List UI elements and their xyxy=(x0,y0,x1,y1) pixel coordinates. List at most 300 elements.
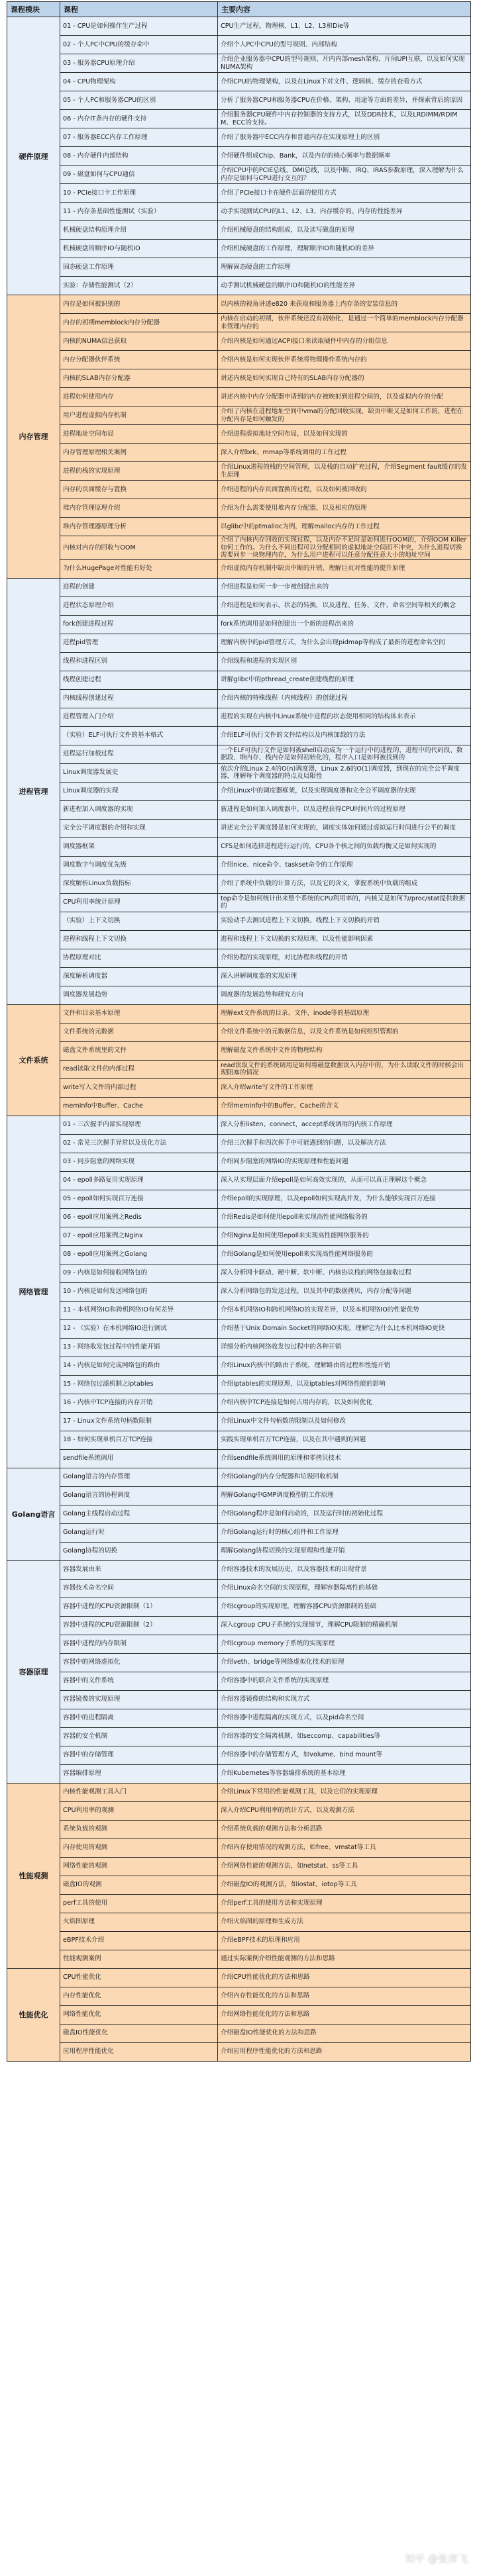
course-cell: 调度器发展趋势 xyxy=(60,986,218,1004)
content-cell: 讲述完全公平调度器是如何实现的，调度实体如何通过虚拟运行时间进行公平的调度 xyxy=(218,819,471,837)
course-cell: 03 - 服务器CPU原理介绍 xyxy=(60,54,218,73)
table-row xyxy=(7,1913,471,1931)
course-cell: 用户进程虚拟内存机制 xyxy=(60,406,218,425)
course-cell: 进程如何使用内存 xyxy=(60,388,218,406)
table-row xyxy=(7,578,471,596)
course-cell: （实验）ELF可执行文件的基本格式 xyxy=(60,726,218,745)
content-cell: 讲述内核是如何实现自己特有的SLAB内存分配器的 xyxy=(218,369,471,388)
course-cell: sendfile系统调用 xyxy=(60,1449,218,1468)
course-cell: 机械硬盘结构原理介绍 xyxy=(60,221,218,240)
table-row xyxy=(7,1783,471,1801)
course-cell: 线程创建过程 xyxy=(60,671,218,689)
content-cell: 深入分析listen、connect、accept系统调用的内核工作原理 xyxy=(218,1116,471,1134)
content-cell: 介绍企业服务器中CPU的型号规则、片内内部mesh架构、片间UPI互联，以及如何实现NUMA架构 xyxy=(218,54,471,73)
header-course: 课程 xyxy=(60,2,218,17)
content-cell: 介绍Golang是如何使用epoll来实现高性能网络服务的 xyxy=(218,1245,471,1264)
content-cell: 介绍应用程序性能优化的方法和思路 xyxy=(218,2042,471,2061)
course-cell: 容器技术命名空间 xyxy=(60,1579,218,1598)
content-cell: 通过实际案例介绍性能观测的方法和思路 xyxy=(218,1950,471,1968)
course-cell: 内存性能优化 xyxy=(60,1987,218,2005)
table-row xyxy=(7,1987,471,2005)
table-row xyxy=(7,36,471,54)
course-cell: perf工具的使用 xyxy=(60,1894,218,1913)
content-cell: 介绍内核是如何通过ACPI接口来读取硬件中内存的分组信息 xyxy=(218,332,471,351)
table-row xyxy=(7,1931,471,1950)
content-cell: 实验动手去测试进程上下文切换、线程上下文切换的开销 xyxy=(218,912,471,930)
course-cell: 堆内存管理原理介绍 xyxy=(60,499,218,518)
table-row xyxy=(7,499,471,518)
course-cell: 11 - 本机网络IO和跨机网络IO有何差异 xyxy=(60,1301,218,1319)
content-cell: 介绍容器中进程隔离的实现方式，以及pid命名空间 xyxy=(218,1709,471,1727)
content-cell: 介绍epoll的实现原理，以及epoll如何实现高并发，为什么能够实现百万连接 xyxy=(218,1190,471,1208)
course-cell: 深度解析调度器 xyxy=(60,967,218,986)
course-cell: Golang语言的内存管理 xyxy=(60,1468,218,1486)
table-row xyxy=(7,1375,471,1394)
module-cell: 性能优化 xyxy=(7,1968,60,2061)
course-cell: 容器中进程的CPU资源限制（1） xyxy=(60,1598,218,1616)
content-cell: 介绍meminfo中的Buffer、Cache的含义 xyxy=(218,1097,471,1116)
table-row xyxy=(7,745,471,763)
table-row xyxy=(7,277,471,295)
module-cell: 内存管理 xyxy=(7,295,60,579)
table-row xyxy=(7,295,471,314)
course-cell: 内核对内存的回收与OOM xyxy=(60,536,218,560)
table-row xyxy=(7,2024,471,2042)
table-row xyxy=(7,425,471,444)
content-cell: 介绍cgroup memory子系统的实现原理 xyxy=(218,1635,471,1653)
content-cell: 介绍服务器CPU硬件中内存控制器的支持方式，以及DDR技术，以及LRDIMM/RDIMM、ECC的支持。 xyxy=(218,110,471,128)
table-row xyxy=(7,1097,471,1116)
content-cell: 介绍nice、nice命令、taskset命令的工作原理 xyxy=(218,856,471,875)
table-row xyxy=(7,444,471,462)
table-row xyxy=(7,240,471,258)
table-row xyxy=(7,800,471,819)
content-cell: 介绍进程的内存页面置换的过程，以及如何被回收的 xyxy=(218,481,471,499)
content-cell: 介绍CPU中的PCIE总线、DMI总线，以及中断、IRQ、IRAS参数原理，深入理解为什么内存是如何与CPU进行交互的？ xyxy=(218,166,471,184)
table-row xyxy=(7,1876,471,1894)
content-cell: 介绍Redis是如何使用epoll来实现高性能网络服务的 xyxy=(218,1208,471,1227)
course-cell: 容器中的进程隔离 xyxy=(60,1709,218,1727)
content-cell: 介绍了服务器中ECC内存和普通内存在实现原理上的区别 xyxy=(218,128,471,147)
table-row xyxy=(7,1950,471,1968)
table-row xyxy=(7,1078,471,1097)
table-row xyxy=(7,652,471,671)
table-row xyxy=(7,986,471,1004)
course-cell: 为什么HugePage对性能有好处 xyxy=(60,559,218,578)
course-table xyxy=(7,1,471,2062)
content-cell: 介绍内存性能优化的方法和思路 xyxy=(218,1987,471,2005)
table-row xyxy=(7,912,471,930)
course-cell: 进程管理入门介绍 xyxy=(60,708,218,726)
course-cell: 04 - epoll多路复用实现原理 xyxy=(60,1171,218,1190)
course-cell: 进程运行加载过程 xyxy=(60,745,218,763)
content-cell: 介绍基于Unix Domain Socket的网络IO实现，理解它为什么比本机网络IO更快 xyxy=(218,1319,471,1338)
table-row xyxy=(7,166,471,184)
content-cell: 介绍了系统中负载的计算方法，以及它的含义，掌握系统中负载的组成 xyxy=(218,875,471,893)
content-cell: 介绍为什么需要使用堆内存分配器，以及相应的原理 xyxy=(218,499,471,518)
course-cell: 容器中的存储管理 xyxy=(60,1746,218,1764)
module-cell: 容器原理 xyxy=(7,1560,60,1783)
course-cell: 完全公平调度器的介绍和实现 xyxy=(60,819,218,837)
table-row xyxy=(7,258,471,277)
course-cell: 09 - 内核是如何接收网络包的 xyxy=(60,1264,218,1282)
table-row xyxy=(7,726,471,745)
table-row xyxy=(7,1023,471,1041)
course-cell: 内存分配器伙伴系统 xyxy=(60,351,218,369)
content-cell: 介绍协程的实现原理，对比协程和线程的开销 xyxy=(218,949,471,967)
content-cell: 介绍容器中的存储管理方式，如volume、bind mount等 xyxy=(218,1746,471,1764)
table-row xyxy=(7,596,471,615)
content-cell: CPU生产过程，物理核、L1、L2、L3和Die等 xyxy=(218,17,471,36)
content-cell: 介绍iptables的实现原理，以及iptables对网络性能的影响 xyxy=(218,1375,471,1394)
course-cell: Golang运行时 xyxy=(60,1523,218,1542)
course-cell: eBPF技术介绍 xyxy=(60,1931,218,1950)
content-cell: 依次介绍Linux 2.4的O(n)调度器，Linux 2.6的O(1)调度器，到现在的完全公平调度器，理解每个调度器的特点及局限性 xyxy=(218,763,471,782)
table-row xyxy=(7,1338,471,1357)
content-cell: 介绍磁盘IO性能优化的方法和思路 xyxy=(218,2024,471,2042)
table-row xyxy=(7,1282,471,1301)
course-cell: 07 - epoll应用案例之Nginx xyxy=(60,1227,218,1245)
content-cell: 介绍进程是如何一步一步被创建出来的 xyxy=(218,578,471,596)
content-cell: 介绍ELF可执行文件的文件结构以及内核加载的方法 xyxy=(218,726,471,745)
content-cell: 介绍本机网络IO和跨机网络IO的实现差异，以及本机网络IO的性能优势 xyxy=(218,1301,471,1319)
course-cell: 09 - 磁盘如何与CPU通信 xyxy=(60,166,218,184)
table-row xyxy=(7,1616,471,1635)
course-cell: 内核的SLAB内存分配器 xyxy=(60,369,218,388)
table-row xyxy=(7,536,471,560)
table-row xyxy=(7,875,471,893)
content-cell: 深入分析网卡驱动、硬中断、软中断、内核协议栈的网络包接收过程 xyxy=(218,1264,471,1282)
content-cell: 讲述内核中内存分配器申请到的内存被映射到进程空间的，以及虚拟内存的分配 xyxy=(218,388,471,406)
course-cell: 08 - epoll应用案例之Golang xyxy=(60,1245,218,1264)
course-cell: 实验：存储性能测试（2） xyxy=(60,277,218,295)
table-row xyxy=(7,1727,471,1746)
course-cell: 内存管理原理相关案例 xyxy=(60,444,218,462)
course-cell: Linux调度器的实现 xyxy=(60,782,218,800)
table-row xyxy=(7,17,471,36)
course-cell: CPU性能优化 xyxy=(60,1968,218,1987)
table-row xyxy=(7,1820,471,1838)
course-cell: 10 - PCIe接口卡工作原理 xyxy=(60,184,218,203)
table-body xyxy=(7,17,471,2062)
table-row xyxy=(7,91,471,110)
course-cell: （实验）上下文切换 xyxy=(60,912,218,930)
table-row xyxy=(7,314,471,332)
table-row xyxy=(7,1394,471,1412)
course-cell: 文件和目录基本原理 xyxy=(60,1004,218,1023)
course-cell: 05 - epoll如何实现百万连接 xyxy=(60,1190,218,1208)
table-row xyxy=(7,332,471,351)
table-row xyxy=(7,1894,471,1913)
table-row xyxy=(7,1505,471,1523)
course-cell: 内存的页面缓存与置换 xyxy=(60,481,218,499)
course-cell: 火焰图原理 xyxy=(60,1913,218,1931)
table-row xyxy=(7,1319,471,1338)
table-row xyxy=(7,1672,471,1690)
table-row xyxy=(7,1264,471,1282)
table-row xyxy=(7,1004,471,1023)
course-cell: Golang语言的协程调度 xyxy=(60,1486,218,1505)
content-cell: 介绍veth、bridge等网络虚拟化技术的原理 xyxy=(218,1653,471,1672)
content-cell: 深入讲解调度器的实现原理 xyxy=(218,967,471,986)
course-cell: 堆内存管理器原理分析 xyxy=(60,518,218,536)
table-row xyxy=(7,147,471,166)
table-row xyxy=(7,1449,471,1468)
course-cell: 容器镜像的实现原理 xyxy=(60,1690,218,1709)
content-cell: 介绍机械硬盘的结构组成，以及读写磁盘的原理 xyxy=(218,221,471,240)
course-cell: 协程原理对比 xyxy=(60,949,218,967)
course-cell: 进程状态原理介绍 xyxy=(60,596,218,615)
table-row xyxy=(7,2005,471,2024)
content-cell: 介绍网络性能优化的方法和思路 xyxy=(218,2005,471,2024)
table-row xyxy=(7,1579,471,1598)
content-cell: 以内核的视角讲述e820 来获取和服务器上内存条的安装信息的 xyxy=(218,295,471,314)
content-cell: 介绍容器技术的发展历史，以及容器技术的出现背景 xyxy=(218,1560,471,1579)
course-cell: 进程pid管理 xyxy=(60,634,218,652)
course-cell: 10 - 内核是如何发送网络包的 xyxy=(60,1282,218,1301)
course-cell: 容器中的文件系统 xyxy=(60,1672,218,1690)
table-row xyxy=(7,1801,471,1820)
table-row xyxy=(7,1653,471,1672)
course-cell: 02 - 个人PC中CPU的缓存命中 xyxy=(60,36,218,54)
table-row xyxy=(7,708,471,726)
content-cell: top命令是如何统计出来整个系统的CPU利用率的，内核又是如何为/proc/stat提供数据的 xyxy=(218,893,471,912)
table-row xyxy=(7,1598,471,1616)
course-cell: 深度解析Linux负载指标 xyxy=(60,875,218,893)
table-row xyxy=(7,54,471,73)
course-cell: 内核线程创建过程 xyxy=(60,689,218,708)
course-cell: 内存的初期memblock内存分配器 xyxy=(60,314,218,332)
content-cell: 介绍Linux中的调度器框架，以及实现调度器和完全公平调度器的实现 xyxy=(218,782,471,800)
table-row xyxy=(7,1190,471,1208)
course-cell: 06 - 内存IT条内存的硬件支持 xyxy=(60,110,218,128)
course-cell: 11 - 内存条基础性能测试（实验） xyxy=(60,203,218,221)
content-cell: 介绍了PCIe接口卡在硬件层面的使用方式 xyxy=(218,184,471,203)
course-cell: CPU利用率统计原理 xyxy=(60,893,218,912)
course-cell: 容器的安全机制 xyxy=(60,1727,218,1746)
course-cell: 14 - 内核是如何完成网络包的路由 xyxy=(60,1357,218,1375)
table-row xyxy=(7,967,471,986)
content-cell: 介绍网络性能的观测方法，如netstat、ss等工具 xyxy=(218,1857,471,1876)
content-cell: 介绍个人PC中CPU的型号规则、内部结构 xyxy=(218,36,471,54)
course-cell: 性能观测案例 xyxy=(60,1950,218,1968)
course-cell: 17 - Linux文件系统句柄数限制 xyxy=(60,1412,218,1431)
course-cell: 进程地址空间布局 xyxy=(60,425,218,444)
content-cell: 介绍Linux内核中的路由子系统，理解路由的过程和性能开销 xyxy=(218,1357,471,1375)
header-content: 主要内容 xyxy=(218,2,471,17)
content-cell: 理解Golang协程切换的实现原理和性能开销 xyxy=(218,1542,471,1560)
content-cell: 以glibc中的ptmalloc为例，理解malloc内存的工作过程 xyxy=(218,518,471,536)
course-cell: CPU利用率的观测 xyxy=(60,1801,218,1820)
course-table-wrapper xyxy=(7,1,470,2062)
module-cell: 进程管理 xyxy=(7,578,60,1004)
course-cell: 05 - 个人PC和服务器CPU的区别 xyxy=(60,91,218,110)
content-cell: 新进程是如何加入调度器中，以及进程获得CPU时间片的过程原理 xyxy=(218,800,471,819)
course-cell: 磁盘IO的观测 xyxy=(60,1876,218,1894)
table-row xyxy=(7,1431,471,1449)
table-row xyxy=(7,819,471,837)
content-cell: 介绍了内核内存回收的实现过程，以及内存不足时是如何进行OOM的，介绍OOM Killer如何工作的。为什么不同进程可以分配相同的虚拟地址空间而不冲突，为什么进程切换需要同步一块物理内存，为什么用户进程可以任意分配任意大小的地址空间 xyxy=(218,536,471,560)
course-cell: 12 - （实验）在本机网络IO进行测试 xyxy=(60,1319,218,1338)
table-row xyxy=(7,893,471,912)
course-cell: 进程的栈的实现原理 xyxy=(60,462,218,481)
content-cell: 介绍Linux中文件句柄数的限制以及如何修改 xyxy=(218,1412,471,1431)
course-cell: 01 - 三次握手内部实现原理 xyxy=(60,1116,218,1134)
module-cell: 网络管理 xyxy=(7,1116,60,1468)
course-cell: 进程和线程上下文切换 xyxy=(60,930,218,949)
content-cell: CFS是如何选择进程进行运行的，CPU各个核之间的负载均衡又是如何实现的 xyxy=(218,837,471,856)
content-cell: 介绍三次握手和四次挥手中可能遇到的问题，以及解决方法 xyxy=(218,1134,471,1153)
table-row xyxy=(7,949,471,967)
table-row xyxy=(7,615,471,634)
content-cell: 理解固态硬盘的工作原理 xyxy=(218,258,471,277)
table-row xyxy=(7,763,471,782)
course-cell: 04 - CPU物理架构 xyxy=(60,73,218,91)
content-cell: 介绍Nginx是如何使用epoll来实现高性能网络服务的 xyxy=(218,1227,471,1245)
course-cell: 线程和进程区别 xyxy=(60,652,218,671)
table-row xyxy=(7,73,471,91)
content-cell: 深入分析网络包的发送过程，以及其中的数据拷贝，内存分配等问题 xyxy=(218,1282,471,1301)
content-cell: 介绍容器的安全隔离机制，如seccomp、capabilities等 xyxy=(218,1727,471,1746)
course-cell: 网络性能的观测 xyxy=(60,1857,218,1876)
content-cell: 实践实现单机百万TCP连接，以及在其中遇到的问题 xyxy=(218,1431,471,1449)
content-cell: 介绍同步阻塞的网络IO的实现原理和性能问题 xyxy=(218,1153,471,1171)
module-cell: 硬件原理 xyxy=(7,17,60,295)
table-row xyxy=(7,1245,471,1264)
module-cell: 性能观测 xyxy=(7,1783,60,1968)
table-row xyxy=(7,2042,471,2061)
table-row xyxy=(7,1746,471,1764)
course-cell: 文件系统的元数据 xyxy=(60,1023,218,1041)
content-cell: 介绍CPU性能优化的方法和思路 xyxy=(218,1968,471,1987)
course-cell: 磁盘IO性能优化 xyxy=(60,2024,218,2042)
content-cell: 分析了服务器CPU和服务器CPU在价格、架构、用途等方面的差异，并探索背后的原因 xyxy=(218,91,471,110)
table-row xyxy=(7,856,471,875)
content-cell: 理解Golang中GMP调度模型的工作原理 xyxy=(218,1486,471,1505)
table-row xyxy=(7,1523,471,1542)
content-cell: 介绍Linux命名空间的实现原理，理解容器隔离性的基础 xyxy=(218,1579,471,1598)
course-cell: 固态硬盘工作原理 xyxy=(60,258,218,277)
module-cell: Golang语言 xyxy=(7,1468,60,1560)
table-header-row xyxy=(7,2,471,17)
content-cell: 介绍CPU的物理架构，以及在Linux下对文件、逻辑核、缓存的查看方式 xyxy=(218,73,471,91)
content-cell: 介绍内核的特殊线程（内核线程）的创建过程 xyxy=(218,689,471,708)
table-row xyxy=(7,184,471,203)
table-row xyxy=(7,1301,471,1319)
content-cell: 理解ext文件系统的目录、文件、inode等的基础原理 xyxy=(218,1004,471,1023)
content-cell: 介绍文件系统中的元数据信息，以及文件系统是如何组织管理的 xyxy=(218,1023,471,1041)
content-cell: 深入从实现层面介绍epoll是如何高效实现的，从而可以真正理解这个概念 xyxy=(218,1171,471,1190)
content-cell: 动手实现测试CPU的L1、L2、L3、内存缓存的、内存的性能差异 xyxy=(218,203,471,221)
content-cell: 介绍机械硬盘的工作原理，理解顺序IO和随机IO的差异 xyxy=(218,240,471,258)
content-cell: 动手测试机械硬盘的顺序IO和随机IO的性能差异 xyxy=(218,277,471,295)
table-row xyxy=(7,930,471,949)
table-row xyxy=(7,1486,471,1505)
watermark: 知乎 @张彦飞 xyxy=(405,2553,468,2565)
course-cell: 容器发展由来 xyxy=(60,1560,218,1579)
table-row xyxy=(7,1041,471,1060)
content-cell: 深入介绍write写文件的工作原理 xyxy=(218,1078,471,1097)
content-cell: 介绍eBPF技术的原理和应用 xyxy=(218,1931,471,1950)
course-cell: 15 - 网络包过滤机制之iptables xyxy=(60,1375,218,1394)
table-row xyxy=(7,203,471,221)
course-cell: 18 - 如何实现单机百万TCP连接 xyxy=(60,1431,218,1449)
table-row xyxy=(7,221,471,240)
course-cell: 系统负载的观测 xyxy=(60,1820,218,1838)
content-cell: 介绍Golang运行时的核心组件和工作原理 xyxy=(218,1523,471,1542)
course-cell: 02 - 常见三次握手异常以及优化方法 xyxy=(60,1134,218,1153)
content-cell: 进程的实现在内核中Linux系统中进程的状态使用相同的结构体来表示 xyxy=(218,708,471,726)
course-cell: 内核性能观测工具入门 xyxy=(60,1783,218,1801)
table-row xyxy=(7,1542,471,1560)
table-row xyxy=(7,1116,471,1134)
course-cell: Linux调度器发展史 xyxy=(60,763,218,782)
course-cell: 网络性能优化 xyxy=(60,2005,218,2024)
course-cell: 调度器框架 xyxy=(60,837,218,856)
course-cell: 内存是如何被识别的 xyxy=(60,295,218,314)
table-row xyxy=(7,518,471,536)
course-cell: 容器中的网络虚拟化 xyxy=(60,1653,218,1672)
table-row xyxy=(7,351,471,369)
content-cell: 深入介绍brk、mmap等系统调用的工作过程 xyxy=(218,444,471,462)
content-cell: 介绍虚拟内存机制中缺页中断的开销，理解巨页对性能的提升原理 xyxy=(218,559,471,578)
course-cell: 06 - epoll应用案例之Redis xyxy=(60,1208,218,1227)
table-row xyxy=(7,1635,471,1653)
course-cell: fork创建进程过程 xyxy=(60,615,218,634)
module-cell: 文件系统 xyxy=(7,1004,60,1116)
course-cell: Golang主线程启动过程 xyxy=(60,1505,218,1523)
content-cell: 介绍系统负载的观测方法和分析思路 xyxy=(218,1820,471,1838)
content-cell: 介绍sendfile系统调用的原理和零拷贝技术 xyxy=(218,1449,471,1468)
table-row xyxy=(7,1560,471,1579)
course-cell: 16 - 内核中TCP连接的内存开销 xyxy=(60,1394,218,1412)
table-row xyxy=(7,1764,471,1783)
content-cell: 理解磁盘文件系统中文件的物理结构 xyxy=(218,1041,471,1060)
course-cell: 新进程加入调度器的实现 xyxy=(60,800,218,819)
course-cell: 13 - 网络收发包过程中的性能开销 xyxy=(60,1338,218,1357)
content-cell: 介绍了内核在进程地址空间中vma的分配回收实现，缺页中断又是如何工作的，进程在分配内存是如何触发的 xyxy=(218,406,471,425)
content-cell: 介绍磁盘IO的观测方法，如iostat、iotop等工具 xyxy=(218,1876,471,1894)
content-cell: 介绍内核是如何实现伙伴系统将物理操作系统内存的 xyxy=(218,351,471,369)
content-cell: 进程和线程上下文切换的实现原理，以及性能影响因素 xyxy=(218,930,471,949)
content-cell: 介绍进程虚拟地址空间布局，以及如何实现的 xyxy=(218,425,471,444)
content-cell: 理解内核中的pid管理方式，为什么会出现pidmap等构成了最新的进程命名空间 xyxy=(218,634,471,652)
content-cell: 介绍cgroup的实现原理，理解容器CPU资源限制的基础 xyxy=(218,1598,471,1616)
table-row xyxy=(7,1357,471,1375)
course-cell: 08 - 内存硬件内部结构 xyxy=(60,147,218,166)
course-cell: 07 - 服务器ECC内存工作原理 xyxy=(60,128,218,147)
table-row xyxy=(7,1412,471,1431)
content-cell: 一个ELF可执行文件是如何被shell启动成为一个运行中的进程的，进程中的代码段、数据段、堆内存、栈内存是如何初始化的，程序入口是如何被找到的 xyxy=(218,745,471,763)
content-cell: 介绍火焰图的原理和生成方法 xyxy=(218,1913,471,1931)
content-cell: fork系统调用是如何创建出一个新的进程出来的 xyxy=(218,615,471,634)
table-row xyxy=(7,1838,471,1857)
content-cell: 介绍进程是如何表示、状态的转换，以及进程、任务、文件、命名空间等相关的概念 xyxy=(218,596,471,615)
content-cell: 介绍内存使用情况的观测方法，如free、vmstat等工具 xyxy=(218,1838,471,1857)
table-row xyxy=(7,1857,471,1876)
content-cell: 讲解glibc中的pthread_create创建线程的原理 xyxy=(218,671,471,689)
table-row xyxy=(7,1468,471,1486)
table-row xyxy=(7,689,471,708)
content-cell: 介绍Kubernetes等容器编排系统的基本原理 xyxy=(218,1764,471,1783)
content-cell: 介绍硬件组成Chip、Bank，以及内存的核心频率与数据频率 xyxy=(218,147,471,166)
table-row xyxy=(7,1690,471,1709)
course-cell: 容器中进程的内存限制 xyxy=(60,1635,218,1653)
course-cell: 容器编排原理 xyxy=(60,1764,218,1783)
content-cell: 介绍容器镜像的结构和实现方式 xyxy=(218,1690,471,1709)
course-cell: 磁盘文件系统里的文件 xyxy=(60,1041,218,1060)
table-row xyxy=(7,782,471,800)
